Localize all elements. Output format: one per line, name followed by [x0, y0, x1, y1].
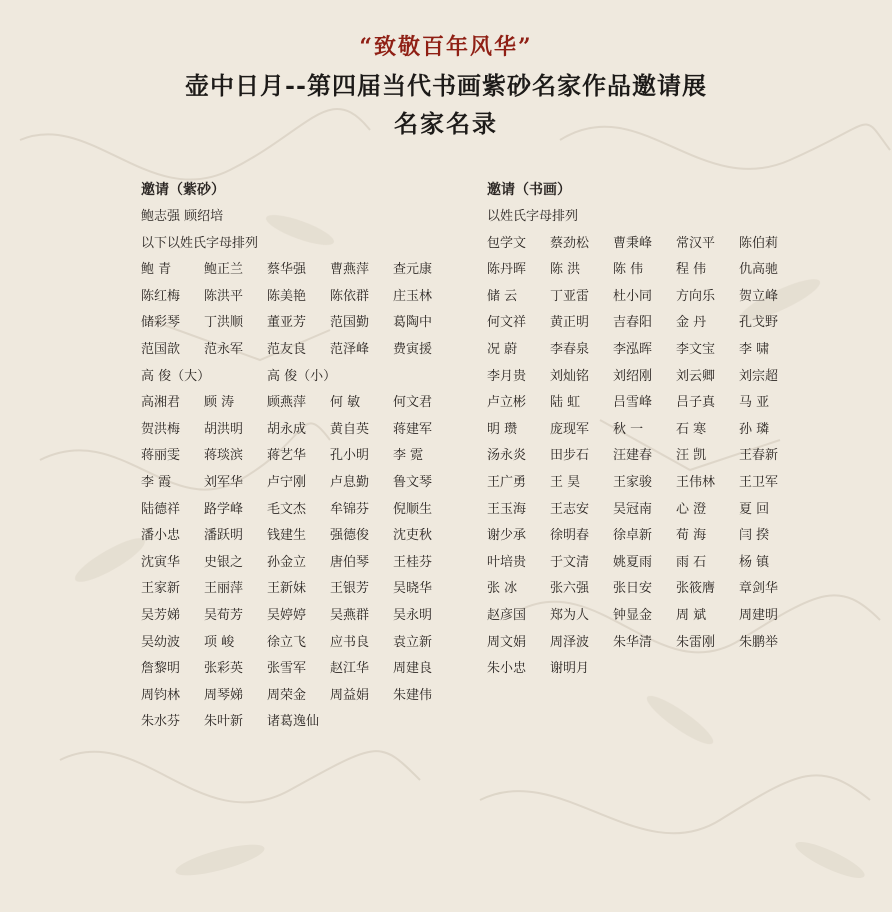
- artist-name: 费寅援: [393, 341, 433, 357]
- artist-name: 赵彦国: [487, 607, 527, 623]
- artist-name: 孙金立: [267, 554, 307, 570]
- artist-name: 朱鹏举: [739, 634, 779, 650]
- artist-name: 金 丹: [676, 315, 707, 331]
- artist-name: 黄正明: [550, 315, 590, 331]
- artist-name: 谢少承: [487, 528, 527, 544]
- name-row: [487, 550, 817, 577]
- artist-name: 方向乐: [676, 288, 716, 304]
- artist-name: 马 亚: [739, 395, 770, 411]
- artist-name: 董亚芳: [267, 315, 307, 331]
- artist-name: 葛陶中: [393, 315, 433, 331]
- artist-name: 吴晓华: [393, 581, 433, 597]
- artist-name: 刘军华: [204, 474, 244, 490]
- artist-name: 鲁文琴: [393, 474, 433, 490]
- artist-name: 章剑华: [739, 581, 779, 597]
- artist-name: 刘绍刚: [613, 368, 653, 384]
- artist-name: 顾 涛: [204, 395, 235, 411]
- artist-name: 王桂芬: [393, 554, 433, 570]
- artist-name: 潘小忠: [141, 528, 181, 544]
- artist-name: 陈伯莉: [739, 235, 779, 251]
- calligraphy-artists-column: [487, 176, 817, 683]
- artist-name: 张雪军: [267, 661, 307, 677]
- artist-name: 朱叶新: [204, 714, 244, 730]
- name-row: [487, 337, 817, 364]
- name-row: [141, 523, 471, 550]
- artist-name: 史银之: [204, 554, 244, 570]
- artist-name: 包学文: [487, 235, 527, 251]
- artist-name: 贺洪梅: [141, 421, 181, 437]
- artist-name: 朱小忠: [487, 661, 527, 677]
- exhibition-subtitle: “致敬百年风华”: [359, 34, 533, 60]
- artist-name: 陈美艳: [267, 288, 307, 304]
- name-row: [487, 603, 817, 630]
- artist-name: 李文宝: [676, 341, 716, 357]
- artist-name: 叶培贵: [487, 554, 527, 570]
- artist-name: 陈 洪: [550, 262, 581, 278]
- artist-name: 范友良: [267, 341, 307, 357]
- name-row: [141, 630, 471, 657]
- artist-name: 周荣金: [267, 687, 307, 703]
- name-row: [487, 470, 817, 497]
- artist-name: 周琴娣: [204, 687, 244, 703]
- artist-name: 张筱膺: [676, 581, 716, 597]
- roster-title: 名家名录: [394, 109, 498, 138]
- artist-name: 高 俊（大）: [141, 368, 211, 384]
- artist-name: 项 峻: [204, 634, 235, 650]
- name-row: [141, 390, 471, 417]
- artist-name: 钟显金: [613, 607, 653, 623]
- name-row: [487, 231, 817, 258]
- artist-name: 袁立新: [393, 634, 433, 650]
- artist-name: 周益娟: [330, 687, 370, 703]
- artist-name: 张彩英: [204, 661, 244, 677]
- artist-name: 明 瓒: [487, 421, 518, 437]
- name-row: [141, 364, 471, 391]
- artist-name: 王丽萍: [204, 581, 244, 597]
- name-row: [141, 603, 471, 630]
- artist-name: 吉春阳: [613, 315, 653, 331]
- name-row: [487, 257, 817, 284]
- artist-name: 何 敏: [330, 395, 361, 411]
- artist-name: 沈吏秋: [393, 528, 433, 544]
- name-row: [141, 284, 471, 311]
- artist-name: 荀 海: [676, 528, 707, 544]
- artist-name: 蒋丽雯: [141, 448, 181, 464]
- artist-name: 丁洪顺: [204, 315, 244, 331]
- artist-name: 储彩琴: [141, 315, 181, 331]
- artist-name: 吕子真: [676, 395, 716, 411]
- artist-name: 王广勇: [487, 474, 527, 490]
- artist-name: 杜小同: [613, 288, 653, 304]
- artist-name: 汤永炎: [487, 448, 527, 464]
- artist-name: 周 斌: [676, 607, 707, 623]
- artist-name: 夏 回: [739, 501, 770, 517]
- artist-name: 王新妹: [267, 581, 307, 597]
- name-row: [487, 630, 817, 657]
- artist-name: 黄自英: [330, 421, 370, 437]
- name-row: [487, 390, 817, 417]
- artist-name: 吴冠南: [613, 501, 653, 517]
- name-row: [141, 683, 471, 710]
- name-row: [141, 443, 471, 470]
- artist-name: 王春新: [739, 448, 779, 464]
- artist-name: 张 冰: [487, 581, 518, 597]
- artist-name: 曹燕萍: [330, 262, 370, 278]
- artist-name: 蔡劲松: [550, 235, 590, 251]
- artist-name: 卢宁刚: [267, 474, 307, 490]
- artist-name: 陆德祥: [141, 501, 181, 517]
- artist-name: 詹黎明: [141, 661, 181, 677]
- artist-name: 秋 一: [613, 421, 644, 437]
- name-row: [141, 310, 471, 337]
- artist-name: 李 霞: [141, 474, 172, 490]
- artist-name: 周建良: [393, 661, 433, 677]
- artist-name: 周泽波: [550, 634, 590, 650]
- artist-name: 丁亚雷: [550, 288, 590, 304]
- artist-name: 朱华清: [613, 634, 653, 650]
- artist-name: 朱雷刚: [676, 634, 716, 650]
- artist-name: 卢息勤: [330, 474, 370, 490]
- artist-name: 卢立彬: [487, 395, 527, 411]
- artist-name: 范国勤: [330, 315, 370, 331]
- artist-name: 谢明月: [550, 661, 590, 677]
- artist-name: 范国歆: [141, 341, 181, 357]
- artist-name: 于文清: [550, 554, 590, 570]
- artist-name: 钱建生: [267, 528, 307, 544]
- artist-name: 刘宗超: [739, 368, 779, 384]
- name-row: [487, 310, 817, 337]
- artist-name: 胡洪明: [204, 421, 244, 437]
- artist-name: 吕雪峰: [613, 395, 653, 411]
- artist-name: 强德俊: [330, 528, 370, 544]
- artist-name: 王志安: [550, 501, 590, 517]
- artist-name: 曹秉峰: [613, 235, 653, 251]
- calligraphy-sort-note: 以姓氏字母排列: [487, 209, 579, 224]
- artist-name: 王家新: [141, 581, 181, 597]
- artist-name: 李 霓: [393, 448, 424, 464]
- artist-name: 徐卓新: [613, 528, 653, 544]
- artist-name: 吴荀芳: [204, 607, 244, 623]
- name-row: [141, 656, 471, 683]
- zisha-heading: 邀请（紫砂）: [141, 182, 225, 198]
- artist-name: 蔡华强: [267, 262, 307, 278]
- artist-name: 周文娟: [487, 634, 527, 650]
- artist-name: 闫 揆: [739, 528, 770, 544]
- artist-name: 何文君: [393, 395, 433, 411]
- artist-name: 王银芳: [330, 581, 370, 597]
- artist-name: 蒋建军: [393, 421, 433, 437]
- header: [0, 30, 892, 142]
- name-row: [141, 417, 471, 444]
- artist-name: 孔小明: [330, 448, 370, 464]
- artist-name: 牟锦芬: [330, 501, 370, 517]
- artist-name: 汪建春: [613, 448, 653, 464]
- artist-name: 贺立峰: [739, 288, 779, 304]
- artist-name: 陈丹晖: [487, 262, 527, 278]
- name-row: [141, 257, 471, 284]
- artist-name: 王卫军: [739, 474, 779, 490]
- artist-name: 诸葛逸仙: [267, 714, 320, 730]
- artist-name: 吴燕群: [330, 607, 370, 623]
- artist-name: 李月贵: [487, 368, 527, 384]
- artist-name: 吴幼波: [141, 634, 181, 650]
- artist-name: 朱建伟: [393, 687, 433, 703]
- artist-name: 范泽峰: [330, 341, 370, 357]
- artist-name: 查元康: [393, 262, 433, 278]
- artist-name: 王玉海: [487, 501, 527, 517]
- artist-name: 沈寅华: [141, 554, 181, 570]
- artist-name: 毛文杰: [267, 501, 307, 517]
- artist-name: 陆 虹: [550, 395, 581, 411]
- name-row: [487, 417, 817, 444]
- artist-name: 庄玉林: [393, 288, 433, 304]
- name-row: [487, 497, 817, 524]
- artist-name: 李春泉: [550, 341, 590, 357]
- artist-name: 心 澄: [676, 501, 707, 517]
- artist-name: 范永军: [204, 341, 244, 357]
- zisha-sort-note: 以下以姓氏字母排列: [141, 235, 259, 251]
- name-row: [141, 550, 471, 577]
- calligraphy-name-list: [487, 231, 817, 683]
- artist-name: 刘云卿: [676, 368, 716, 384]
- calligraphy-heading: 邀请（书画）: [487, 182, 571, 198]
- artist-name: 庞现军: [550, 421, 590, 437]
- artist-name: 况 蔚: [487, 341, 518, 357]
- artist-name: 陈洪平: [204, 288, 244, 304]
- artist-name: 张日安: [613, 581, 653, 597]
- artist-name: 刘灿铭: [550, 368, 590, 384]
- artist-name: 陈依群: [330, 288, 370, 304]
- artist-name: 陈红梅: [141, 288, 181, 304]
- artist-name: 张六强: [550, 581, 590, 597]
- artist-name: 仇高驰: [739, 262, 779, 278]
- name-row: [141, 576, 471, 603]
- artist-name: 高 俊（小）: [267, 368, 337, 384]
- artist-name: 王 昊: [550, 474, 581, 490]
- artist-name: 汪 凯: [676, 448, 707, 464]
- name-row: [487, 284, 817, 311]
- artist-name: 姚夏雨: [613, 554, 653, 570]
- exhibition-title: 壶中日月--第四届当代书画紫砂名家作品邀请展: [185, 71, 707, 100]
- name-row: [487, 364, 817, 391]
- artist-name: 何文祥: [487, 315, 527, 331]
- name-row: [141, 709, 471, 736]
- artist-name: 周建明: [739, 607, 779, 623]
- name-row: [487, 523, 817, 550]
- artist-name: 鲍正兰: [204, 262, 244, 278]
- artist-name: 储 云: [487, 288, 518, 304]
- artist-name: 路学峰: [204, 501, 244, 517]
- artist-name: 胡永成: [267, 421, 307, 437]
- name-row: [141, 470, 471, 497]
- artist-name: 孙 璘: [739, 421, 770, 437]
- artist-name: 郑为人: [550, 607, 590, 623]
- artist-name: 石 寒: [676, 421, 707, 437]
- artist-name: 杨 镇: [739, 554, 770, 570]
- artist-name: 赵江华: [330, 661, 370, 677]
- artist-name: 蒋琰滨: [204, 448, 244, 464]
- name-row: [141, 337, 471, 364]
- artist-name: 孔戈野: [739, 315, 779, 331]
- artist-name: 李 啸: [739, 341, 770, 357]
- artist-name: 倪顺生: [393, 501, 433, 517]
- name-row: [487, 576, 817, 603]
- name-row: [141, 497, 471, 524]
- name-row: [487, 656, 817, 683]
- artist-name: 应书良: [330, 634, 370, 650]
- artist-name: 王家骏: [613, 474, 653, 490]
- artist-name: 田步石: [550, 448, 590, 464]
- artist-name: 吴永明: [393, 607, 433, 623]
- artist-name: 吴婷婷: [267, 607, 307, 623]
- artist-name: 朱水芬: [141, 714, 181, 730]
- artist-name: 雨 石: [676, 554, 707, 570]
- artist-name: 潘跃明: [204, 528, 244, 544]
- artist-name: 吴芳娣: [141, 607, 181, 623]
- zisha-honored-names: 鲍志强 顾绍培: [141, 209, 224, 224]
- artist-name: 唐伯琴: [330, 554, 370, 570]
- artist-name: 李泓晖: [613, 341, 653, 357]
- artist-name: 徐立飞: [267, 634, 307, 650]
- artist-name: 高湘君: [141, 395, 181, 411]
- artist-name: 鲍 青: [141, 262, 172, 278]
- name-row: [487, 443, 817, 470]
- zisha-name-list: [141, 257, 471, 736]
- zisha-artists-column: [141, 176, 471, 736]
- artist-name: 陈 伟: [613, 262, 644, 278]
- artist-name: 常汉平: [676, 235, 716, 251]
- artist-name: 王伟林: [676, 474, 716, 490]
- artist-name: 顾燕萍: [267, 395, 307, 411]
- artist-name: 程 伟: [676, 262, 707, 278]
- artist-name: 周钧林: [141, 687, 181, 703]
- artist-name: 蒋艺华: [267, 448, 307, 464]
- artist-name: 徐明春: [550, 528, 590, 544]
